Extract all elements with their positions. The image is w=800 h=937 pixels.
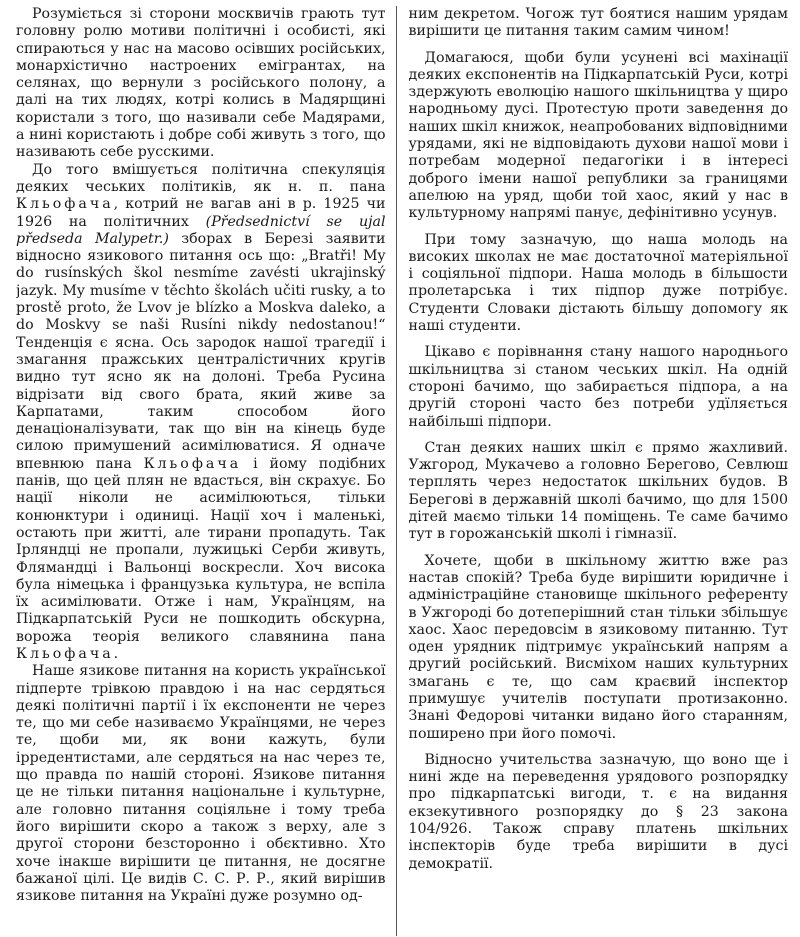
right-paragraph-6: Відносно учительства зазначую, що воно ще і нині жде на переведення урядового розпорядку про підкарпатські вигоди, т. є на видання екзекутивного розпорядку до § 23 закона 104/926. Також справу платень шкільних інспекторів буде треба вирішити в дусі демократії. [408,751,788,872]
right-paragraph-1: Домагаюся, щоби були усунені всі махінації деяких експонентів на Підкарпатській Руси, котрі здержують еволюцію нашого шкільництва у щиро народньому дусі. Протестую проти заведення до наших шкіл книжок, неапробованих відповідними урядами, які не відповідають духови нашої мови і потребам модерної педагогіки і в інтересі доброго імени нашої републики за границями апелюю на уряд, щоби той хаос, який у нас в культурному напрямі панує, дефінітивно усунув. [408,49,788,222]
emphasized-name: Кльофача [16,196,114,213]
text-run: До того вмішується політична спекуляція деяких чеських політиків, як н. п. пана [16,161,386,195]
right-paragraph-4: Стан деяких наших шкіл є прямо жахливий. Ужгород, Мукачево а головно Берегово, Севлюш терплять через недостаток шкільних будов. В Берегові в державній школі бачимо, що для 1500 дітей маємо тільки 14 поміщень. Те саме бачимо тут в горожанській школі і гімназії. [408,439,788,543]
left-paragraph-1: Розуміється зі сторони москвичів грають тут головну ролю мотиви політичні і особисті, які спираються у нас на масово осівших російських, монархістично настроених емігрантах, на селянах, що вернули з російського полону, а далі на тих людях, котрі колись в Мадярщині користали з того, що називали себе Мадярами, а нині користають і добре собі живуть з того, що називають себе русскими. [16,6,386,161]
text-run: . [113,645,119,662]
right-paragraph-2: При тому зазначую, що наша молодь на високих школах не має достаточної матеріяльної і соціяльної підпори. Наша молодь в більшости пролетарська і тих підпор дуже потрібує. Студенти Словаки дістають більшу допомогу як наші студенти. [408,231,788,335]
left-column [16,6,396,937]
left-paragraph-3: Наше язикове питання на користь української підперте трівкою правдою і на нас сердяться деякі політичні партії і їх експоненти не через те, що ми себе називаємо Українцями, не через те, щоби ми, як вони кажуть, були ірредентистами, але сердяться на нас через те, що правда по нашій стороні. Язикове питання це не тільки питання національне і культурне, але головно питання соціяльне і тому треба його вирішити скоро а також з верху, але з другої сторони безсторонно і обєктивно. Хто хоче інакше вирішити це питання, не досягне бажаної цілі. Це видів С. С. Р. Р., який вирішив язикове питання на Україні дуже розумно од- [16,663,386,905]
text-run: і йому подібних панів, що цей плян не вдасться, він скрахує. Бо нації ніколи не асимілюються, тільки конюнктури і одиниці. Нації хоч і маленькі, остають при житті, але тирани пропадуть. Так Ірляндці не пропали, лужицькі Серби живуть, Флямандці і Вальонці воскресли. Хоч висока була німецька і французька культура, не вспіла їх асимілювати. Отже і нам, Українцям, на Підкарпатській Руси не пошкодить обскурна, ворожа теорія великого славянина пана [16,455,386,645]
emphasized-name: Кльофача [16,645,114,662]
italic-remark: (Předsednictví se ujal předseda Malypetr.) [16,213,386,247]
two-column-layout [16,6,788,937]
emphasized-name: Кльофача [143,455,242,472]
right-paragraph-3: Цікаво є порівнання стану нашого народнього шкільництва зі станом чеських шкіл. На одній стороні бачимо, що забирається підпора, а на другій стороні часто без потреби удїляється найбільші підпори. [408,344,788,430]
left-paragraph-2 [16,162,386,664]
text-run: зборах в Березі заявити відносно язикового питання ось що: „Bratři! My do rusínských škol nesmíme zavésti ukrajinský jazyk. My musíme v těchto školách učiti rusky, a to prostě proto, že Lvov je blízko a Moskva daleko, a do Moskvy se naši Rusíni nikdy nedostanou!“ Тенденція є ясна. Ось зародок нашої трагедії і змагання пражських централістичних кругів видно тут ясно як на долоні. Треба Русина відрізати від свого брата, який живе за Карпатами, таким способом його денаціоналізувати, так що він на кінець буде силою примушений асимілюватися. Я одначе впевнюю пана [16,230,386,472]
right-column [397,6,789,937]
right-paragraph-continued: ним декретом. Чогож тут боятися нашим урядам вирішити це питання таким самим чином! [408,6,788,40]
right-paragraph-5: Хочете, щоби в шкільному життю вже раз настав спокій? Треба буде вирішити юридичне і адміністраційне становище шкільного референту в Ужгороді бо дотеперішний стан тільки збільшує хаос. Хаос передовсім в язиковому питанню. Тут оден урядник підтримує український напрям а другий російський. Висміхом наших культурних змагань є те, що сам краєвий інспектор примушує учителів поступати протизаконно. Знані Федорові читанки видано його старанням, поширено при його помочі. [408,552,788,742]
text-run: , котрий не вагав ані в р. 1925 чи 1926 на політичних [16,196,386,230]
